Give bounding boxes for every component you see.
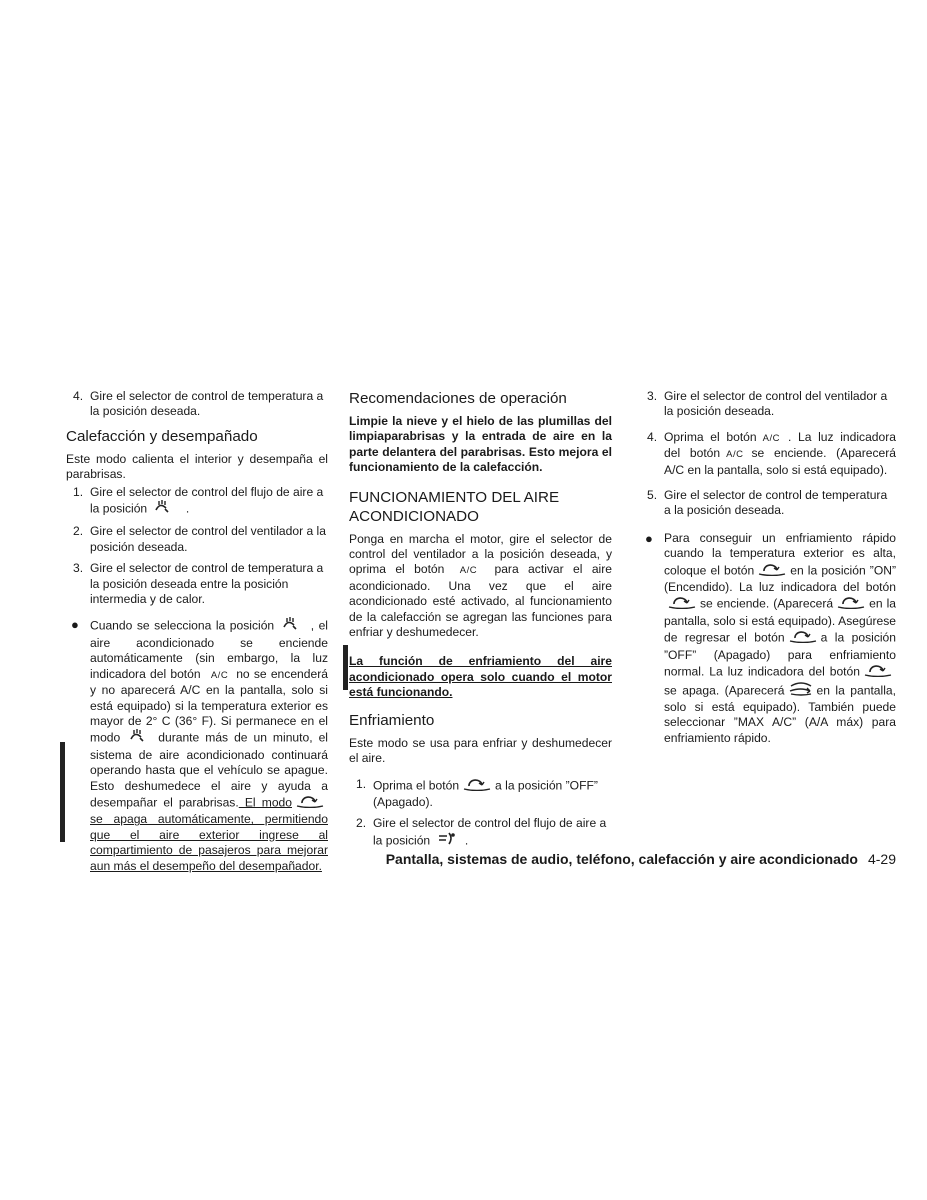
fresh-air-icon bbox=[788, 682, 814, 700]
bullet-icon: ● bbox=[645, 530, 653, 546]
note-paragraph: La función de enfriamiento del aire acondicionado opera solo cuando el motor está funcionando. bbox=[349, 654, 612, 700]
list-item: 4. Oprima el botón A/C . La luz indicadora del botón A/C se enciende. (Aparecerá A/C en la pantalla, solo si está equipado). bbox=[647, 429, 897, 477]
ac-button-label: A/C bbox=[726, 449, 744, 461]
ac-button-label: A/C bbox=[459, 565, 478, 577]
list-item: 2. Gire el selector de control del flujo de aire a la posición . bbox=[349, 816, 612, 850]
section-heading: Enfriamiento bbox=[349, 711, 435, 729]
list-item: 3. Gire el selector de control de temperatura a la posición deseada entre la posición intermedia y de calor. bbox=[73, 561, 324, 607]
paragraph: Este modo calienta el interior y desempaña el parabrisas. bbox=[66, 451, 328, 482]
paragraph: Ponga en marcha el motor, gire el selector de control del ventilador a la posición deseada, y oprima el botón A/C para activar el aire acondicionado. Una vez que el aire acondicionado esté activado, al funcionamiento de la calefacción se agregan las funciones para enfriar y deshumedecer. bbox=[349, 531, 612, 640]
column-middle bbox=[349, 389, 612, 856]
section-heading: Calefacción y desempañado bbox=[66, 427, 258, 445]
page-footer bbox=[380, 850, 896, 868]
list-item: 4. Gire el selector de control de temperatura a la posición deseada. bbox=[73, 389, 324, 419]
bullet-item: ● Cuando se selecciona la posición , el aire acondicionado se enciende automáticamente (sin embargo, la luz indicadora del botón A/C no se encenderá y no aparecerá A/C en la pantalla, solo si está equipado) si la temperatura exterior es mayor de 2° C (36° F). Si permanece en el modo durante más de un minuto, el sistema de aire acondicionado continuará operando hasta que el vehículo se apague. Esto deshumedece el aire y ayuda a desempañar el parabrisas. El modose apaga automáticamente, permitiendo que el aire exterior ingrese al compartimiento de pasajeros para mejorar aun más el desempeño del desempañador. bbox=[71, 617, 328, 873]
vent-airflow-icon bbox=[437, 832, 459, 850]
list-item: 5. Gire el selector de control de temperatura a la posición deseada. bbox=[647, 488, 888, 518]
list-item: 3. Gire el selector de control del ventilador a la posición deseada. bbox=[647, 389, 888, 419]
recirculation-icon bbox=[757, 562, 787, 580]
section-heading: Recomendaciones de operación bbox=[349, 390, 567, 407]
recirculation-icon bbox=[788, 629, 818, 647]
section-heading: FUNCIONAMIENTO DEL AIRE ACONDICIONADO bbox=[349, 488, 560, 525]
recirculation-icon bbox=[863, 663, 893, 681]
bullet-icon: ● bbox=[71, 617, 79, 633]
defrost-floor-icon bbox=[154, 500, 180, 518]
bullet-item: ● Para conseguir un enfriamiento rápido cuando la temperatura exterior es alta, coloque el botón en la posición ”ON” (Encendido). La luz indicadora del botónse enciende. (Aparecerá en la pantalla, solo si está equipado). Asegúrese de regresar el botón a la posición ”OFF” (Apagado) para enfriamiento normal. La luz indicadora del botónse apaga. (Aparecerá en la pantalla, solo si está equipado). También puede seleccionar ”MAX A/C” (A/A máx) para enfriamiento rápido. bbox=[645, 530, 896, 745]
recirculation-icon bbox=[836, 595, 866, 613]
change-bar-left bbox=[60, 742, 65, 842]
ac-button-label: A/C bbox=[762, 432, 780, 444]
list-item: 2. Gire el selector de control del ventilador a la posición deseada. bbox=[73, 524, 326, 554]
footer-title: Pantalla, sistemas de audio, teléfono, calefacción y aire acondicionado bbox=[385, 851, 858, 867]
column-right bbox=[640, 389, 896, 752]
paragraph: Este modo se usa para enfriar y deshumedecer el aire. bbox=[349, 735, 612, 766]
change-bar-middle bbox=[343, 645, 348, 690]
recirculation-icon bbox=[295, 794, 325, 812]
recirculation-icon bbox=[667, 595, 697, 613]
list-item: 1. Oprima el botón a la posición ”OFF” (Apagado). bbox=[356, 776, 598, 809]
page-number: 4-29 bbox=[867, 851, 896, 867]
list-item: 1. Gire el selector de control del flujo de aire a la posición . bbox=[66, 485, 328, 519]
column-left bbox=[66, 389, 328, 880]
recirculation-icon bbox=[462, 777, 492, 795]
defrost-floor-icon bbox=[129, 729, 155, 747]
bold-paragraph: Limpie la nieve y el hielo de las plumillas del limpiaparabrisas y la entrada de aire en la parte delantera del parabrisas. Esto mejora el funcionamiento de la calefacción. bbox=[349, 414, 612, 475]
ac-button-label: A/C bbox=[210, 669, 229, 681]
defrost-floor-icon bbox=[282, 617, 308, 635]
